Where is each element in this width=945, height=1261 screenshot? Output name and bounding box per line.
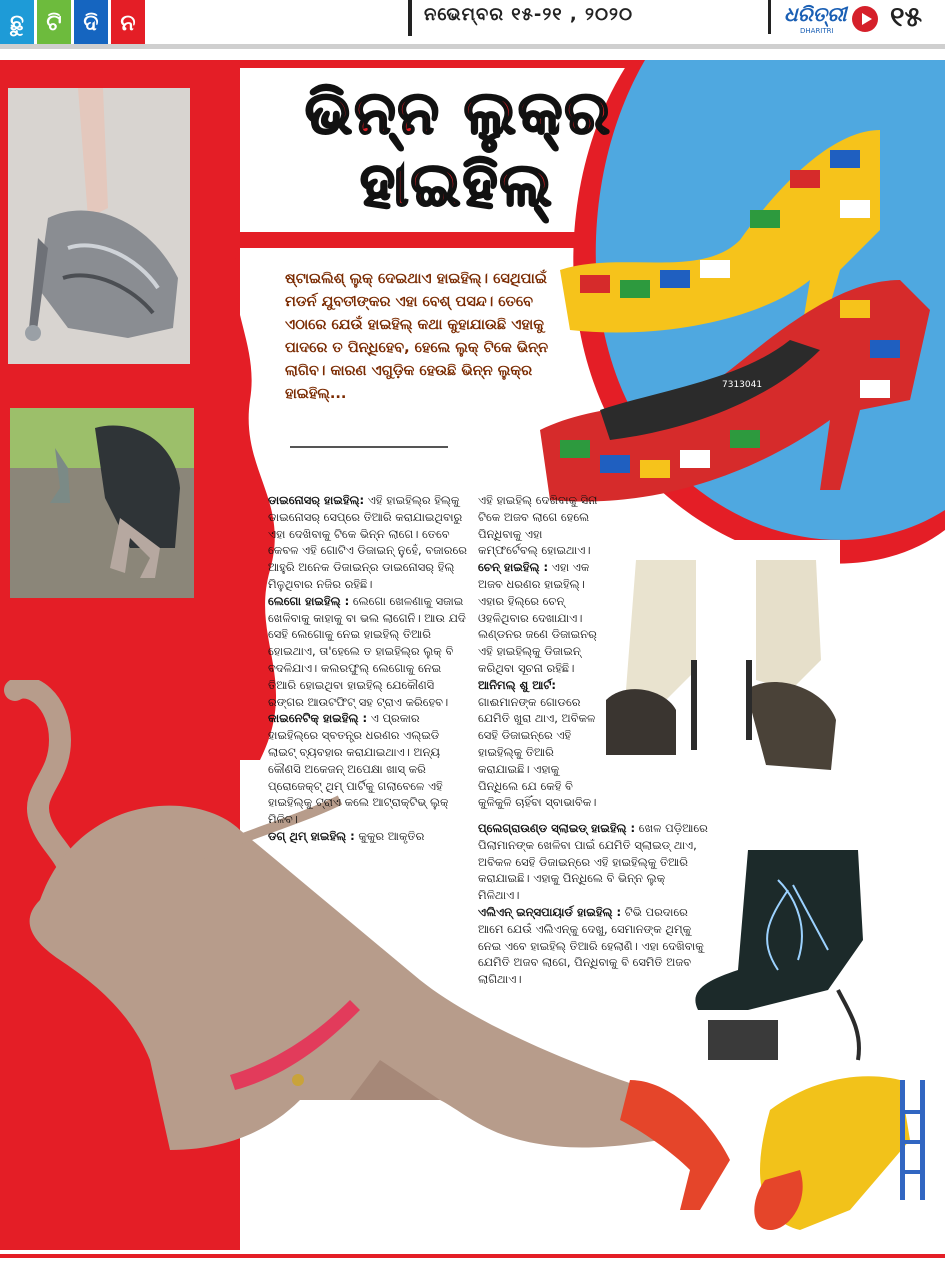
play-icon xyxy=(852,6,878,32)
page-number: ୧୫ xyxy=(890,0,923,33)
col2-para-3 xyxy=(478,677,602,811)
animal-text: ଗାଈମାନଙ୍କ ଗୋଡରେ ଯେମିତି ଖୁରା ଥାଏ, ଅବିକଳ ସେହି ଡିଜାଇନ୍‌ରେ ଏହି ହାଇହିଲ୍‌କୁ ତିଆରି କରାଯାଇଛି। ଏହାକୁ ପିନ୍ଧିଲେ ଯେ କେହି ବି କୁଳିକୁଳି ଚାହିଁବା ସ୍ବାଭାବିକ। xyxy=(478,694,597,810)
col1-para-1 xyxy=(268,492,468,593)
article-column-2-top xyxy=(478,492,602,811)
animal-heading: ଆନିମଲ୍ ଶୁ ଆର୍ଟ: xyxy=(478,677,556,692)
header-rule xyxy=(0,44,945,49)
section-tile-1: ଛୁ xyxy=(0,0,34,48)
alien-skeleton-heel-photo xyxy=(8,88,190,364)
lego-heading: ଲେଗୋ ହାଇହିଲ୍ : xyxy=(268,593,350,608)
kinetic-text: ଏ ପ୍ରକାର ହାଇହିଲ୍‌ରେ ସ୍ବତନ୍ତ୍ର ଧରଣର ଏଲ୍‌ଇଡି ଲାଇଟ୍ ବ୍ୟବହାର କରାଯାଇଥାଏ। ଅନ୍ୟ କୌଣସି ଅକେଜନ୍ ଅପେକ୍ଷା ଖାସ୍ କରି ପ୍ରୋଜେକ୍ଟ୍ ଥିମ୍ ପାର୍ଟିକୁ ଗଲାବେଳେ ଏହି ହାଇହିଲ୍‌କୁ ଟ୍ରାଏ କଲେ ଆଟ୍ରାକ୍ଟିଭ୍ ଲୁକ୍ ମିଳିବ। xyxy=(268,711,449,827)
dinosaur-heading: ଡାଇନୋସର୍ ହାଇହିଲ୍: xyxy=(268,493,365,507)
article-column-1 xyxy=(268,492,468,845)
playground-text: ଖେଳ ପଡ଼ିଆରେ ପିଲାମାନଙ୍କ ଖେଳିବା ପାଇଁ ଯେମିତି ସ୍ଲାଇଡ୍ ଥାଏ, ଅବିକଳ ସେହି ଡିଜାଇନ୍‌ରେ ଏହି ହାଇହିଲ୍‌କୁ ତିଆରି କରାଯାଇଛି। ଏହାକୁ ପିନ୍ଧିଲେ ବି ଭିନ୍ନ ଲୁକ୍ ମିଳିଥାଏ। xyxy=(478,821,708,903)
col1-para-2 xyxy=(268,593,468,711)
kinetic-led-boot-photo xyxy=(688,840,888,1072)
alien-heading: ଏଲିଏନ୍ ଇନ୍ସପାୟାର୍ଡ ହାଇହିଲ୍ : xyxy=(478,904,622,919)
col2-para-4 xyxy=(478,820,710,904)
section-tile-2: ଟି xyxy=(37,0,71,48)
dog-theme-heading: ଡଗ୍ ଥିମ୍ ହାଇହିଲ୍ : xyxy=(268,828,355,843)
footer-rule xyxy=(0,1254,945,1258)
col2-para-1 xyxy=(478,492,602,559)
col1-para-4 xyxy=(268,828,468,845)
article-intro: ଷ୍ଟାଇଲିଶ୍ ଲୁକ୍ ଦେଇଥାଏ ହାଇହିଲ୍। ସେଥିପାଇଁ ମଡର୍ନ ଯୁବତୀଙ୍କର ଏହା ବେଶ୍ ପସନ୍ଦ। ତେବେ ଏଠାରେ ଯେଉଁ ହାଇହିଲ୍ କଥା କୁହାଯାଉଛି ଏହାକୁ ପାଦରେ ତ ପିନ୍ଧିହେବ, ହେଲେ ଲୁକ୍ ଟିକେ ଭିନ୍ନ ଲାଗିବ। କାରଣ ଏଗୁଡ଼ିକ ହେଉଛି ଭିନ୍ନ ଲୁକ୍‌ର ହାଇହିଲ୍... xyxy=(285,271,549,402)
intro-divider xyxy=(290,446,448,448)
lego-text: ଲେଗୋ ଖେଳଣାକୁ ସଜାଇ ଖେଳିବାକୁ କାହାକୁ ବା ଭଲ ଲାଗେନି। ଆଉ ଯଦି ସେହି ଲେଗୋକୁ ନେଇ ହାଇହିଲ୍ ତିଆରି ହୋଇଥାଏ, ତା'ହେଲେ ତ ହାଇହିଲ୍‌ର ଲୁକ୍ ବି ବଦଳିଯାଏ। କଲରଫୁଲ୍ ଲେଗୋକୁ ନେଇ ତିଆରି ହୋଇଥିବା ହାଇହିଲ୍ ଯେକୌଣସି ରଙ୍ଗର ଆଉଟଫିଟ୍ ସହ ଟ୍ରାଏ କରିହେବ। xyxy=(268,593,466,709)
article-column-2-bottom xyxy=(478,820,710,988)
playground-heading: ପ୍ଲେଗ୍ରାଉଣ୍ଡ ସ୍ଲାଇଡ୍ ହାଇହିଲ୍ : xyxy=(478,821,636,835)
header-divider xyxy=(768,0,771,34)
article-title-line1: ଭିନ୍ନ ଲୁକ୍‌ର xyxy=(305,78,612,148)
dinosaur-heel-photo xyxy=(10,408,194,598)
section-tile-3: ଦି xyxy=(74,0,108,48)
issue-date: ନଭେମ୍ବର ୧୫-୨୧ , ୨୦୨୦ xyxy=(424,4,634,25)
col1-para-3 xyxy=(268,710,468,828)
alien-text: ଟିଭି ପରଦାରେ ଆମେ ଯେଉଁ ଏଲିଏନ୍‌କୁ ଦେଖୁ, ସେମାନଙ୍କ ଥିମ୍‌କୁ ନେଇ ଏବେ ହାଇହିଲ୍ ତିଆରି ହେଲାଣି। ଏହା ଦେଖିବାକୁ ଯେମିତି ଅଜବ ଲାଗେ, ପିନ୍ଧିବାକୁ ବି ସେମିତି ଅଜବ ଲାଗିଥାଏ। xyxy=(478,904,704,987)
chain-text: ଏହା ଏକ ଅଜବ ଧରଣର ହାଇହିଲ୍। ଏହାର ହିଲ୍‌ରେ ଚେନ୍ ଓହଳିଥିବାର ଦେଖାଯାଏ। ଲଣ୍ଡନର ଜଣେ ଡିଜାଇନର୍ ଏହି ହାଇହିଲ୍‌କୁ ଡିଜାଇନ୍ କରିଥିବା ସୂଚନା ରହିଛି। xyxy=(478,560,597,675)
brand-logo-sub: DHARITRI xyxy=(800,27,834,35)
dinosaur-text: ଏହି ହାଇହିଲ୍‌ର ହିଲ୍‌କୁ ଡାଇନୋସର୍ ସେପ୍‌ରେ ତିଆରି କରାଯାଇଥିବାରୁ ଏହା ଦେଖିବାକୁ ଟିକେ ଭିନ୍ନ ଲାଗେ। ତେବେ କେବଳ ଏହି ଗୋଟିଏ ଡିଜାଇନ୍ ନୁହେଁ, ବଜାରରେ ଆହୁରି ଅନେକ ଡିଜାଇନ୍‌ର ଡାଇନୋସର୍ ହିଲ୍ ମିଳୁଥିବାର ନଜିର ରହିଛି। xyxy=(268,493,467,591)
playground-slide-heels-photo xyxy=(600,1060,945,1250)
article-title-line2: ହାଇହିଲ୍ xyxy=(360,150,554,220)
brand-logo: ଧରିତ୍ରୀ xyxy=(784,2,847,26)
col2-para-5 xyxy=(478,904,710,988)
section-tile-4: ନ xyxy=(111,0,145,48)
kinetic-heading: କାଇନେଟିକ୍ ହାଇହିଲ୍ : xyxy=(268,711,368,726)
lego-shoe-label: 7313041 xyxy=(722,380,763,390)
dog-theme-text: କୁକୁର ଆକୃତିର xyxy=(354,828,425,843)
dog-theme-continued: ଏହି ହାଇହିଲ୍ ଦେଖିବାକୁ ସିନା ଟିକେ ଅଜବ ଲାଗେ ହେଲେ ପିନ୍ଧିବାକୁ ଏହା କମ୍ଫର୍ଟେବଲ୍ ହୋଇଥାଏ। xyxy=(478,493,598,558)
chain-heading: ଚେନ୍ ହାଇହିଲ୍ : xyxy=(478,560,549,575)
lego-heels-photo xyxy=(540,110,940,530)
col2-para-2 xyxy=(478,559,602,677)
